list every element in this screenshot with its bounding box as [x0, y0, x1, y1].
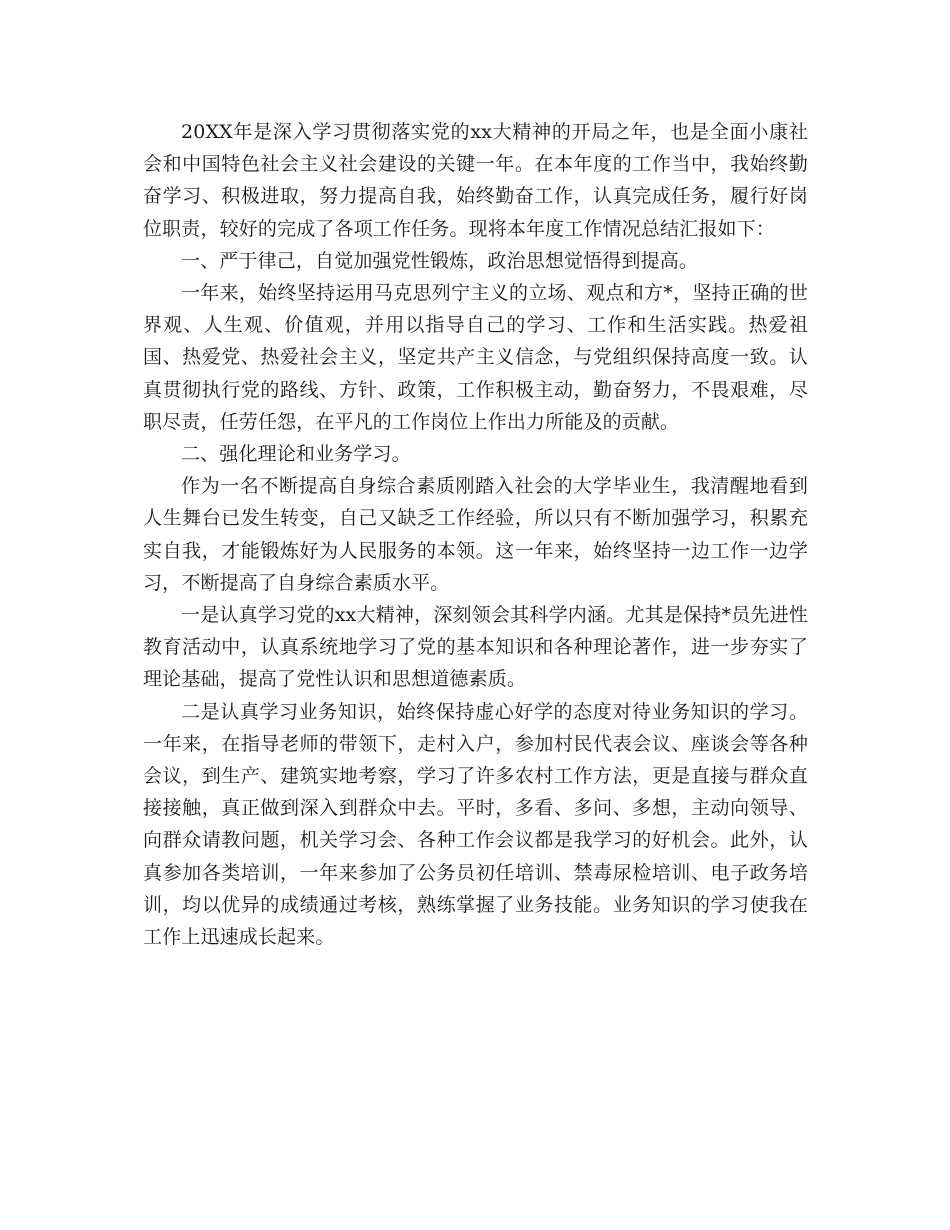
document-page [143, 116, 808, 953]
section-heading-2: 二、强化理论和业务学习。 [181, 443, 411, 466]
section-1-paragraph: 一年来，始终坚持运用马克思列宁主义的立场、观点和方*，坚持正确的世界观、人生观、价值观，并用以指导自己的学习、工作和生活实践。热爱祖国、热爱党、热爱社会主义，坚定共产主义信念，与党组织保持高度一致。认真贯彻执行党的路线、方针、政策，工作积极主动，勤奋努力，不畏艰难，尽职尽责，任劳任怨，在平凡的工作岗位上作出力所能及的贡献。 [143, 282, 808, 433]
section-2-paragraph-3: 二是认真学习业务知识，始终保持虚心好学的态度对待业务知识的学习。一年来，在指导老师的带领下，走村入户，参加村民代表会议、座谈会等各种会议，到生产、建筑实地考察，学习了许多农村工作方法，更是直接与群众直接接触，真正做到深入到群众中去。平时，多看、多问、多想，主动向领导、向群众请教问题，机关学习会、各种工作会议都是我学习的好机会。此外，认真参加各类培训，一年来参加了公务员初任培训、禁毒尿检培训、电子政务培训，均以优异的成绩通过考核，熟练掌握了业务技能。业务知识的学习使我在工作上迅速成长起来。 [143, 700, 808, 949]
section-heading-1: 一、严于律己，自觉加强党性锻炼，政治思想觉悟得到提高。 [181, 249, 699, 272]
intro-paragraph: 20XX年是深入学习贯彻落实党的xx大精神的开局之年，也是全面小康社会和中国特色社会主义社会建设的关键一年。在本年度的工作当中，我始终勤奋学习、积极进取，努力提高自我，始终勤奋工作，认真完成任务，履行好岗位职责，较好的完成了各项工作任务。现将本年度工作情况总结汇报如下： [143, 121, 808, 240]
section-2-paragraph-2: 一是认真学习党的xx大精神，深刻领会其科学内涵。尤其是保持*员先进性教育活动中，认真系统地学习了党的基本知识和各种理论著作，进一步夯实了理论基础，提高了党性认识和思想道德素质。 [143, 604, 808, 691]
section-2-paragraph-1: 作为一名不断提高自身综合素质刚踏入社会的大学毕业生，我清醒地看到人生舞台已发生转变，自己又缺乏工作经验，所以只有不断加强学习，积累充实自我，才能锻炼好为人民服务的本领。这一年来，始终坚持一边工作一边学习，不断提高了自身综合素质水平。 [143, 475, 808, 594]
